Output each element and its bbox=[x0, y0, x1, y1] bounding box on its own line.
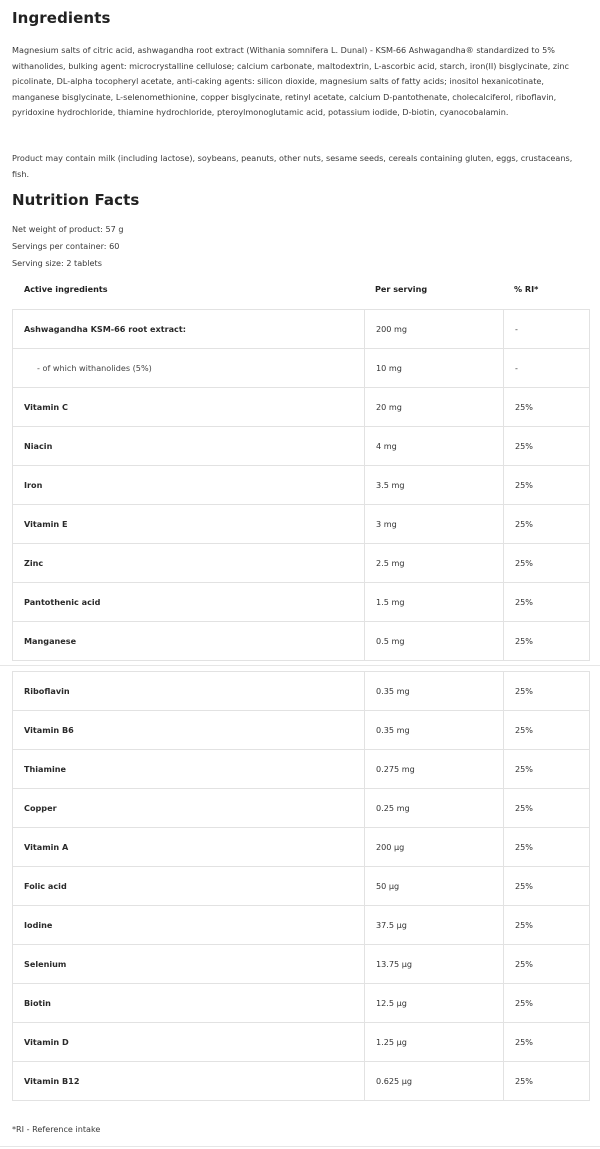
nutrient-name: Niacin bbox=[13, 427, 365, 466]
nutrient-amount: 0.625 µg bbox=[365, 1062, 504, 1101]
nutrient-name: Biotin bbox=[13, 984, 365, 1023]
nutrient-name: Vitamin D bbox=[13, 1023, 365, 1062]
nutrient-name: Selenium bbox=[13, 945, 365, 984]
nutrient-amount: 1.25 µg bbox=[365, 1023, 504, 1062]
nutrient-ri: 25% bbox=[504, 984, 590, 1023]
nutrient-name: Pantothenic acid bbox=[13, 583, 365, 622]
servings-per-container: Servings per container: 60 bbox=[12, 241, 120, 251]
nutrient-amount: 3 mg bbox=[365, 505, 504, 544]
nutrient-name: Thiamine bbox=[13, 750, 365, 789]
table-row bbox=[13, 828, 590, 867]
table-row bbox=[13, 867, 590, 906]
nutrient-name: Vitamin B6 bbox=[13, 711, 365, 750]
header-ri: % RI* bbox=[514, 284, 539, 294]
bottom-divider bbox=[0, 1146, 600, 1147]
nutrient-ri: 25% bbox=[504, 672, 590, 711]
nutrition-table-bottom bbox=[12, 671, 590, 1101]
net-weight: Net weight of product: 57 g bbox=[12, 224, 124, 234]
nutrient-name: Folic acid bbox=[13, 867, 365, 906]
nutrient-amount: 4 mg bbox=[365, 427, 504, 466]
table-row bbox=[13, 544, 590, 583]
nutrient-ri: 25% bbox=[504, 583, 590, 622]
nutrient-ri: 25% bbox=[504, 711, 590, 750]
nutrient-amount: 200 mg bbox=[365, 310, 504, 349]
nutrient-ri: 25% bbox=[504, 867, 590, 906]
nutrient-ri: - bbox=[504, 349, 590, 388]
nutrient-amount: 0.25 mg bbox=[365, 789, 504, 828]
nutrient-ri: - bbox=[504, 310, 590, 349]
nutrient-name: Copper bbox=[13, 789, 365, 828]
nutrient-name: Vitamin C bbox=[13, 388, 365, 427]
table-row bbox=[13, 906, 590, 945]
table-row bbox=[13, 1023, 590, 1062]
header-per-serving: Per serving bbox=[375, 284, 428, 294]
table-row bbox=[13, 672, 590, 711]
nutrient-amount: 13.75 µg bbox=[365, 945, 504, 984]
nutrient-name: Iodine bbox=[13, 906, 365, 945]
nutrient-ri: 25% bbox=[504, 466, 590, 505]
table-row bbox=[13, 750, 590, 789]
nutrient-amount: 10 mg bbox=[365, 349, 504, 388]
table-row bbox=[13, 984, 590, 1023]
ingredients-heading: Ingredients bbox=[12, 9, 111, 27]
nutrient-ri: 25% bbox=[504, 789, 590, 828]
table-row bbox=[13, 583, 590, 622]
header-active-ingredients: Active ingredients bbox=[24, 284, 108, 294]
nutrient-ri: 25% bbox=[504, 1062, 590, 1101]
nutrient-ri: 25% bbox=[504, 505, 590, 544]
nutrition-table-header bbox=[12, 281, 590, 299]
table-row bbox=[13, 622, 590, 661]
nutrient-name: - of which withanolides (5%) bbox=[13, 349, 365, 388]
nutrient-amount: 0.5 mg bbox=[365, 622, 504, 661]
nutrient-amount: 12.5 µg bbox=[365, 984, 504, 1023]
nutrient-ri: 25% bbox=[504, 388, 590, 427]
table-row bbox=[13, 505, 590, 544]
section-divider bbox=[0, 665, 600, 666]
nutrient-name: Ashwagandha KSM-66 root extract: bbox=[13, 310, 365, 349]
serving-size: Serving size: 2 tablets bbox=[12, 258, 102, 268]
table-row bbox=[13, 711, 590, 750]
table-row bbox=[13, 349, 590, 388]
table-row bbox=[13, 388, 590, 427]
nutrient-amount: 0.275 mg bbox=[365, 750, 504, 789]
ri-footnote: *RI - Reference intake bbox=[12, 1124, 101, 1134]
ingredients-text: Magnesium salts of citric acid, ashwagandha root extract (Withania somnifera L. Dunal) - KSM-66 Ashwagandha® standardized to 5% withanolides, bulking agent: microcrystalline cellulose; calcium carbonate, maltodextrin, L-ascorbic acid, starch, iron(II) bisglycinate, zinc picolinate, DL-alpha tocopheryl acetate, anti-caking agents: silicon dioxide, magnesium salts of fatty acids; inositol hexanicotinate, manganese bisglycinate, L-selenomethionine, copper bisglycinate, retinyl acetate, calcium D-pantothenate, cholecalciferol, riboflavin, pyridoxine hydrochloride, thiamine hydrochloride, pteroylmonoglutamic acid, potassium iodide, D-biotin, cyanocobalamin. bbox=[12, 45, 569, 118]
table-row bbox=[13, 427, 590, 466]
nutrient-amount: 0.35 mg bbox=[365, 672, 504, 711]
nutrition-heading: Nutrition Facts bbox=[12, 191, 140, 209]
nutrient-ri: 25% bbox=[504, 622, 590, 661]
table-row bbox=[13, 466, 590, 505]
nutrient-name: Vitamin E bbox=[13, 505, 365, 544]
nutrient-ri: 25% bbox=[504, 906, 590, 945]
nutrient-ri: 25% bbox=[504, 544, 590, 583]
nutrient-name: Manganese bbox=[13, 622, 365, 661]
nutrient-name: Riboflavin bbox=[13, 672, 365, 711]
nutrient-ri: 25% bbox=[504, 750, 590, 789]
nutrient-amount: 1.5 mg bbox=[365, 583, 504, 622]
nutrient-amount: 20 mg bbox=[365, 388, 504, 427]
nutrition-table-top bbox=[12, 309, 590, 661]
nutrient-name: Vitamin B12 bbox=[13, 1062, 365, 1101]
nutrient-amount: 3.5 mg bbox=[365, 466, 504, 505]
nutrient-ri: 25% bbox=[504, 828, 590, 867]
nutrient-name: Zinc bbox=[13, 544, 365, 583]
table-row bbox=[13, 789, 590, 828]
nutrient-amount: 2.5 mg bbox=[365, 544, 504, 583]
nutrient-ri: 25% bbox=[504, 427, 590, 466]
nutrient-amount: 0.35 mg bbox=[365, 711, 504, 750]
nutrient-amount: 37.5 µg bbox=[365, 906, 504, 945]
nutrient-amount: 50 µg bbox=[365, 867, 504, 906]
allergen-text: Product may contain milk (including lactose), soybeans, peanuts, other nuts, sesame seeds, cereals containing gluten, eggs, crustaceans, fish. bbox=[12, 153, 573, 179]
nutrient-ri: 25% bbox=[504, 945, 590, 984]
nutrient-amount: 200 µg bbox=[365, 828, 504, 867]
nutrient-name: Vitamin A bbox=[13, 828, 365, 867]
table-row bbox=[13, 945, 590, 984]
nutrient-name: Iron bbox=[13, 466, 365, 505]
nutrient-ri: 25% bbox=[504, 1023, 590, 1062]
table-row bbox=[13, 310, 590, 349]
table-row bbox=[13, 1062, 590, 1101]
